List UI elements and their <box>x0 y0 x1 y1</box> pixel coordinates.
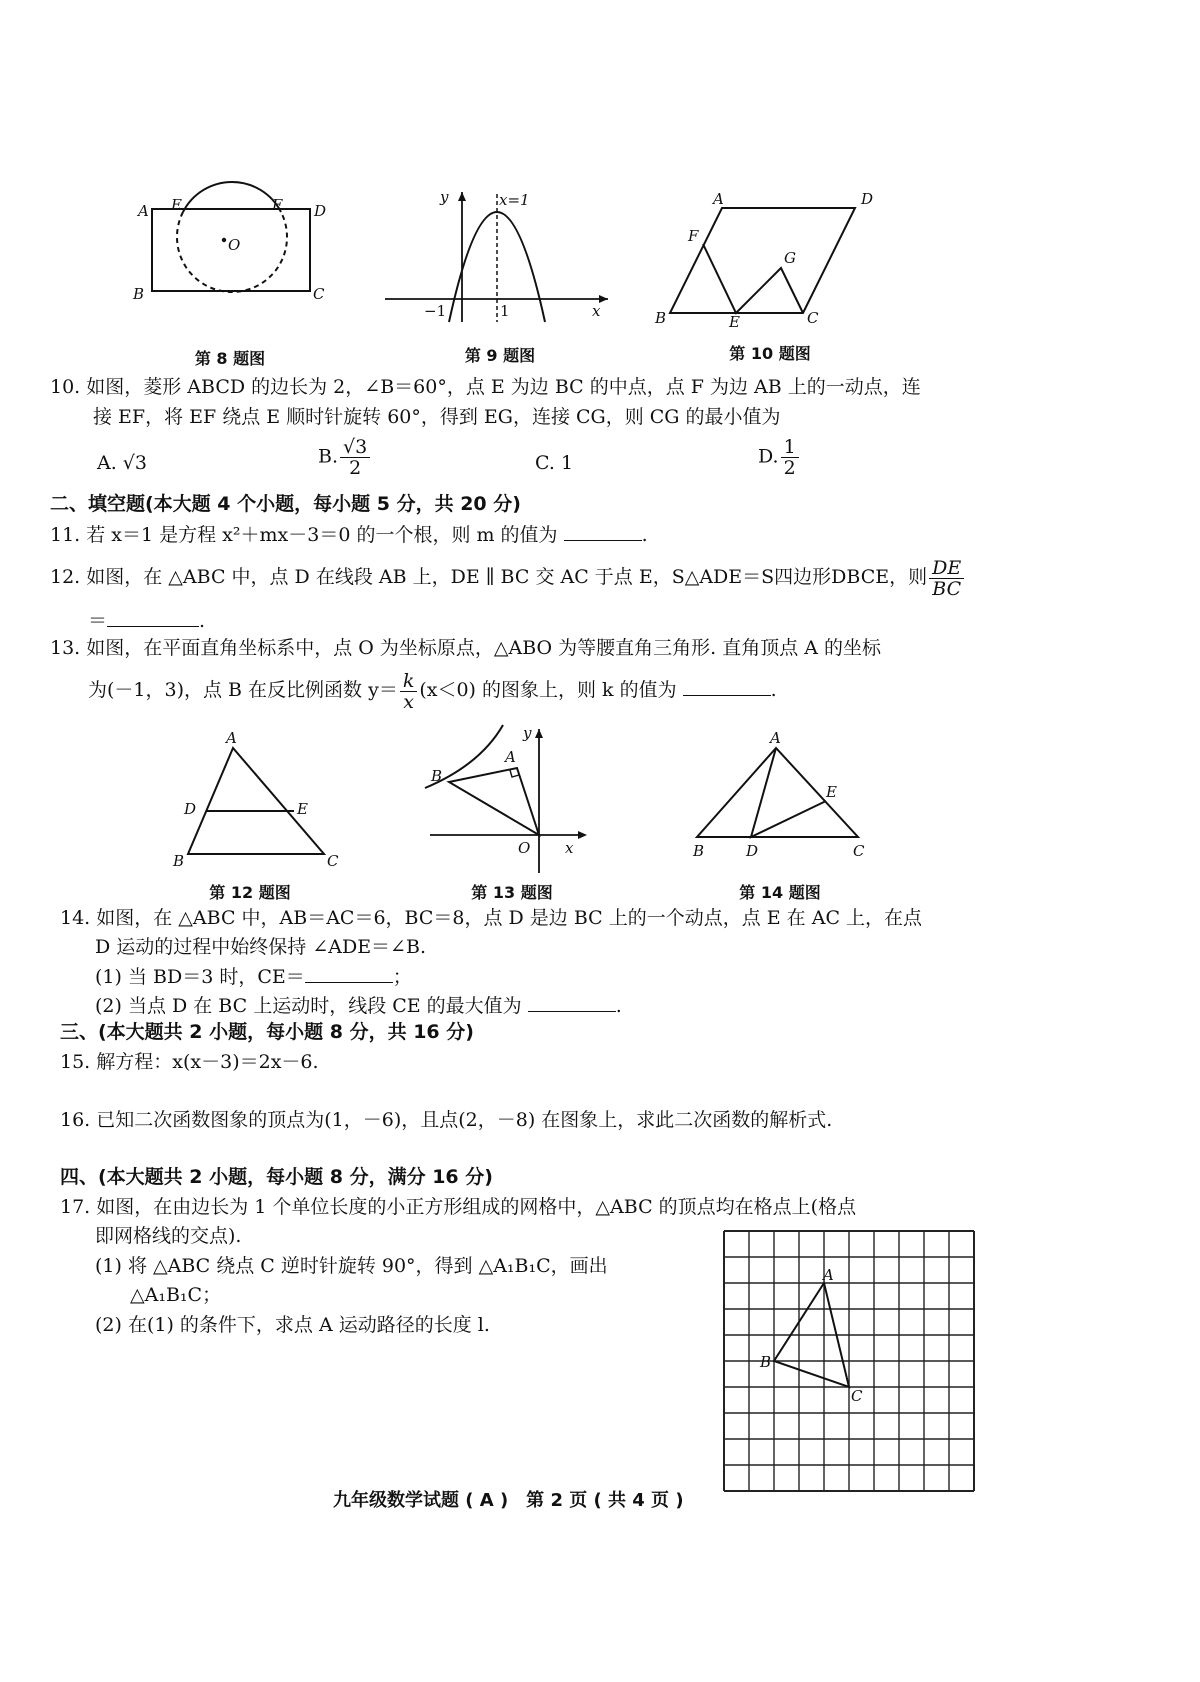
rhombus-abcd <box>670 208 855 313</box>
figure-13-caption: 第 13 题图 <box>471 883 553 902</box>
q16-text: 16. 已知二次函数图象的顶点为(1，－6)，且点(2，－8) 在图象上，求此二次函数的解析式. <box>60 1109 833 1131</box>
q13-line2-b: (x＜0) 的图象上，则 k 的值为 <box>419 679 677 701</box>
q10-option-b <box>318 437 372 478</box>
q13-answer-blank[interactable] <box>683 677 771 696</box>
q11 <box>50 522 648 547</box>
q14-sub1-text: (1) 当 BD＝3 时，CE＝ <box>95 966 305 988</box>
label-E: E <box>171 196 182 214</box>
q14-line2: D 运动的过程中始终保持 ∠ADE＝∠B. <box>95 936 426 958</box>
q10-option-a: A. √3 <box>97 452 147 474</box>
q14-sub2 <box>95 993 622 1018</box>
section-3-title: 三、(本大题共 2 小题，每小题 8 分，共 16 分) <box>60 1021 474 1043</box>
q14-sub2-text: (2) 当点 D 在 BC 上运动时，线段 CE 的最大值为 <box>95 995 522 1017</box>
q10-option-d <box>758 437 801 478</box>
y-axis-arrow <box>535 729 543 738</box>
q13-fraction-denominator: x <box>403 690 414 713</box>
figure-9-drawing <box>380 190 610 325</box>
label-neg1: −1 <box>424 302 447 320</box>
figure-10 <box>655 185 885 331</box>
q10-option-d-numerator: 1 <box>781 437 799 458</box>
q12-end: . <box>199 610 206 632</box>
q12 <box>50 553 966 601</box>
q13-line1: 13. 如图，在平面直角坐标系中，点 O 为坐标原点，△ABO 为等腰直角三角形. 直角顶点 A 的坐标 <box>50 637 882 659</box>
label-F: F <box>272 196 283 214</box>
q15-text: 15. 解方程：x(x－3)＝2x－6. <box>60 1051 319 1073</box>
label-D: D <box>861 190 874 208</box>
q17-sub1-a: (1) 将 △ABC 绕点 C 逆时针旋转 90°，得到 △A₁B₁C，画出 <box>95 1255 608 1277</box>
label-A: A <box>770 729 781 747</box>
q14-sub1-answer-blank[interactable] <box>305 964 393 983</box>
label-A: A <box>713 190 724 208</box>
q12-fraction-denominator: BC <box>932 577 962 600</box>
q14-sub1 <box>95 964 412 989</box>
figure-8-drawing <box>135 185 335 310</box>
q14-line1: 14. 如图，在 △ABC 中，AB＝AC＝6，BC＝8，点 D 是边 BC 上的一个动点，点 E 在 AC 上，在点 <box>60 907 923 929</box>
q10-option-b-denominator: 2 <box>349 457 362 479</box>
label-E: E <box>297 800 308 818</box>
figure-12-drawing <box>170 730 345 870</box>
label-B: B <box>431 767 443 785</box>
label-A: A <box>226 729 237 747</box>
circle-arc-solid <box>183 182 281 212</box>
q12-line2-prefix: ＝ <box>88 610 108 632</box>
section-4-title: 四、(本大题共 2 小题，每小题 8 分，满分 16 分) <box>60 1166 493 1188</box>
q13-line2 <box>88 666 777 714</box>
q12-text: 12. 如图，在 △ABC 中，点 D 在线段 AB 上，DE ∥ BC 交 AC 于点 E，S△ADE＝S四边形DBCE，则 <box>50 566 928 588</box>
figure-9 <box>380 190 610 325</box>
label-E: E <box>729 313 740 331</box>
q17-line1: 17. 如图，在由边长为 1 个单位长度的小正方形组成的网格中，△ABC 的顶点均在格点上(格点 <box>60 1196 857 1218</box>
figure-12-caption: 第 12 题图 <box>209 883 291 902</box>
q13-fraction <box>400 671 418 712</box>
label-C: C <box>851 1387 863 1405</box>
figure-13 <box>425 725 595 875</box>
label-E: E <box>826 783 837 801</box>
label-G: G <box>784 249 796 267</box>
figure-12 <box>170 730 345 870</box>
label-D: D <box>314 202 327 220</box>
figure-10-caption: 第 10 题图 <box>729 344 811 363</box>
q10-option-c: C. 1 <box>535 452 574 474</box>
figure-14-caption: 第 14 题图 <box>739 883 821 902</box>
q13-line2-a: 为(－1，3)，点 B 在反比例函数 y＝ <box>88 679 398 701</box>
q12-fraction-numerator: DE <box>929 558 964 579</box>
label-A: A <box>823 1266 834 1284</box>
label-F: F <box>688 227 699 245</box>
label-B: B <box>133 285 145 303</box>
figure-10-drawing <box>655 185 885 331</box>
triangle-abo <box>449 768 539 835</box>
q10-option-d-denominator: 2 <box>783 457 796 479</box>
label-D: D <box>184 800 197 818</box>
figure-13-drawing <box>425 725 595 875</box>
label-B: B <box>173 852 185 870</box>
q13-end: . <box>770 679 777 701</box>
figure-14 <box>688 730 878 865</box>
figure-14-drawing <box>688 730 878 865</box>
label-C: C <box>853 842 865 860</box>
label-A: A <box>138 202 149 220</box>
label-C: C <box>313 285 325 303</box>
label-x: x <box>592 302 601 320</box>
q10-line2: 接 EF，将 EF 绕点 E 顺时针旋转 60°，得到 EG，连接 CG，则 CG 的最小值为 <box>93 406 781 428</box>
q10-line1: 10. 如图，菱形 ABCD 的边长为 2，∠B＝60°，点 E 为边 BC 的中点，点 F 为边 AB 上的一动点，连 <box>50 376 921 398</box>
label-y: y <box>523 724 532 742</box>
x-axis-arrow <box>578 831 587 839</box>
section-2-title: 二、填空题(本大题 4 个小题，每小题 5 分，共 20 分) <box>50 493 521 515</box>
q17-sub2: (2) 在(1) 的条件下，求点 A 运动路径的长度 l. <box>95 1314 490 1336</box>
q10-option-b-fraction <box>340 437 370 478</box>
label-B: B <box>693 842 705 860</box>
label-C: C <box>807 309 819 327</box>
figure-17-grid <box>722 1229 977 1490</box>
q13-fraction-numerator: k <box>400 671 418 692</box>
label-C: C <box>327 852 339 870</box>
q12-line2 <box>88 608 205 633</box>
y-axis-arrow <box>458 192 466 201</box>
label-axis: x=1 <box>499 191 530 209</box>
q11-end: . <box>641 524 648 546</box>
figure-17-drawing <box>722 1229 977 1490</box>
figure-8 <box>135 185 335 310</box>
label-one: 1 <box>500 302 510 320</box>
label-O: O <box>228 236 241 254</box>
q14-sub2-end: . <box>615 995 622 1017</box>
label-D: D <box>746 842 759 860</box>
q10-option-b-numerator: √3 <box>340 437 370 458</box>
label-y: y <box>440 188 449 206</box>
q17-sub1-b: △A₁B₁C； <box>130 1284 222 1306</box>
q12-answer-blank[interactable] <box>107 608 199 627</box>
q11-answer-blank[interactable] <box>564 522 642 541</box>
center-point <box>222 238 226 242</box>
label-O: O <box>518 839 531 857</box>
q12-fraction <box>929 558 964 599</box>
q17-line2: 即网格线的交点). <box>95 1225 242 1247</box>
label-A: A <box>505 748 516 766</box>
figure-9-caption: 第 9 题图 <box>464 346 536 365</box>
label-B: B <box>655 309 667 327</box>
q14-sub2-answer-blank[interactable] <box>528 993 616 1012</box>
q10-option-d-fraction <box>781 437 799 478</box>
q10-option-d-prefix: D. <box>758 445 779 468</box>
q10-option-b-prefix: B. <box>318 445 339 468</box>
page-footer: 九年级数学试题 ( A ) 第 2 页 ( 共 4 页 ) <box>333 1490 684 1511</box>
q14-sub1-end: ； <box>392 966 412 988</box>
figure-8-caption: 第 8 题图 <box>194 349 266 368</box>
q11-text: 11. 若 x＝1 是方程 x²＋mx－3＝0 的一个根，则 m 的值为 <box>50 524 558 546</box>
label-x: x <box>565 839 574 857</box>
label-B: B <box>760 1353 772 1371</box>
